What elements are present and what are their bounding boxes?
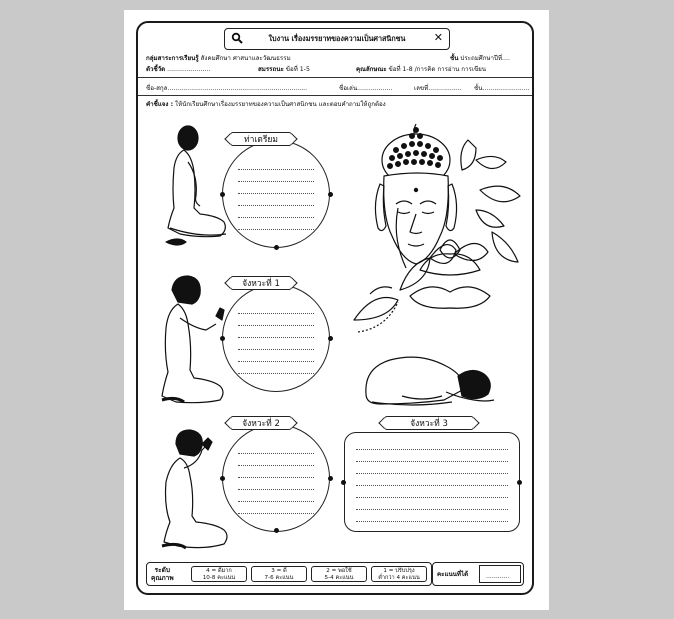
name-field[interactable]: ชื่อ-สกุล.......................................................................: [146, 85, 308, 92]
level-cell: 3 = ดี 7-6 คะแนน: [251, 566, 307, 582]
total-score-label: คะแนนที่ได้: [437, 571, 469, 578]
worksheet-page: [124, 10, 549, 610]
worksheet-title: ใบงาน เรื่องมรรยาทของความเป็นศาสนิกชน: [268, 33, 406, 43]
prep-dot-bottom: [274, 245, 279, 250]
number-field[interactable]: เลขที่.................: [414, 85, 462, 92]
close-icon[interactable]: ✕: [433, 31, 443, 44]
rhythm2-answer-lines[interactable]: [238, 442, 314, 514]
rhythm1-answer-lines[interactable]: [238, 302, 314, 374]
prostration-illustration: [362, 346, 498, 408]
header-divider: [138, 77, 532, 78]
class-field[interactable]: ชั้น........................: [474, 85, 530, 92]
level-cell: 2 = พอใช้ 5-4 คะแนน: [311, 566, 367, 582]
rhythm2-dot-bottom: [274, 528, 279, 533]
prep-answer-lines[interactable]: [238, 158, 314, 230]
rhythm1-dot-left: [220, 336, 225, 341]
section-prep-label: ท่าเตรียม: [230, 132, 292, 146]
name-divider: [138, 95, 532, 96]
section-rhythm3-label: จังหวะที่ 3: [384, 416, 474, 430]
section-rhythm2-label: จังหวะที่ 2: [230, 416, 292, 430]
rhythm3-answer-lines[interactable]: [356, 438, 508, 522]
section-rhythm1-label: จังหวะที่ 1: [230, 276, 292, 290]
level-cell: 1 = ปรับปรุง ต่ำกว่า 4 คะแนน: [371, 566, 427, 582]
indicator-row: ตัวชี้วัด ......................: [146, 66, 211, 73]
prep-dot-right: [328, 192, 333, 197]
prep-dot-left: [220, 192, 225, 197]
nickname-field[interactable]: ชื่อเล่น..................: [339, 85, 393, 92]
rhythm3-dot-left: [341, 480, 346, 485]
level-cell: 4 = ดีมาก 10-8 คะแนน: [191, 566, 247, 582]
rhythm2-dot-right: [328, 476, 333, 481]
rhythm1-dot-right: [328, 336, 333, 341]
total-score-box: [432, 562, 524, 586]
rhythm3-dot-right: [517, 480, 522, 485]
competency-row: สมรรถนะ ข้อที่ 1-5: [258, 66, 310, 73]
search-icon[interactable]: [231, 32, 243, 44]
title-bar: [224, 28, 450, 50]
instruction: คำชี้แจง : ให้นักเรียนศึกษาเรื่องมรรยาทของความเป็นศาสนิกชน และตอบคำถามให้ถูกต้อง: [146, 101, 386, 108]
total-score-field[interactable]: ............: [479, 565, 521, 583]
quality-level-label: ระดับ คุณภาพ: [151, 566, 174, 582]
buddha-lotus-illustration: [350, 120, 530, 342]
grade-row: ชั้น ประถมศึกษาปีที่....: [450, 55, 510, 62]
traits-row: คุณลักษณะ ข้อที่ 1-8 /การคิด การอ่าน การเขียน: [356, 66, 487, 73]
rhythm2-dot-left: [220, 476, 225, 481]
subject-row: กลุ่มสาระการเรียนรู้ สังคมศึกษา ศาสนาและวัฒนธรรม: [146, 55, 291, 62]
quality-level-bar: [146, 562, 432, 586]
